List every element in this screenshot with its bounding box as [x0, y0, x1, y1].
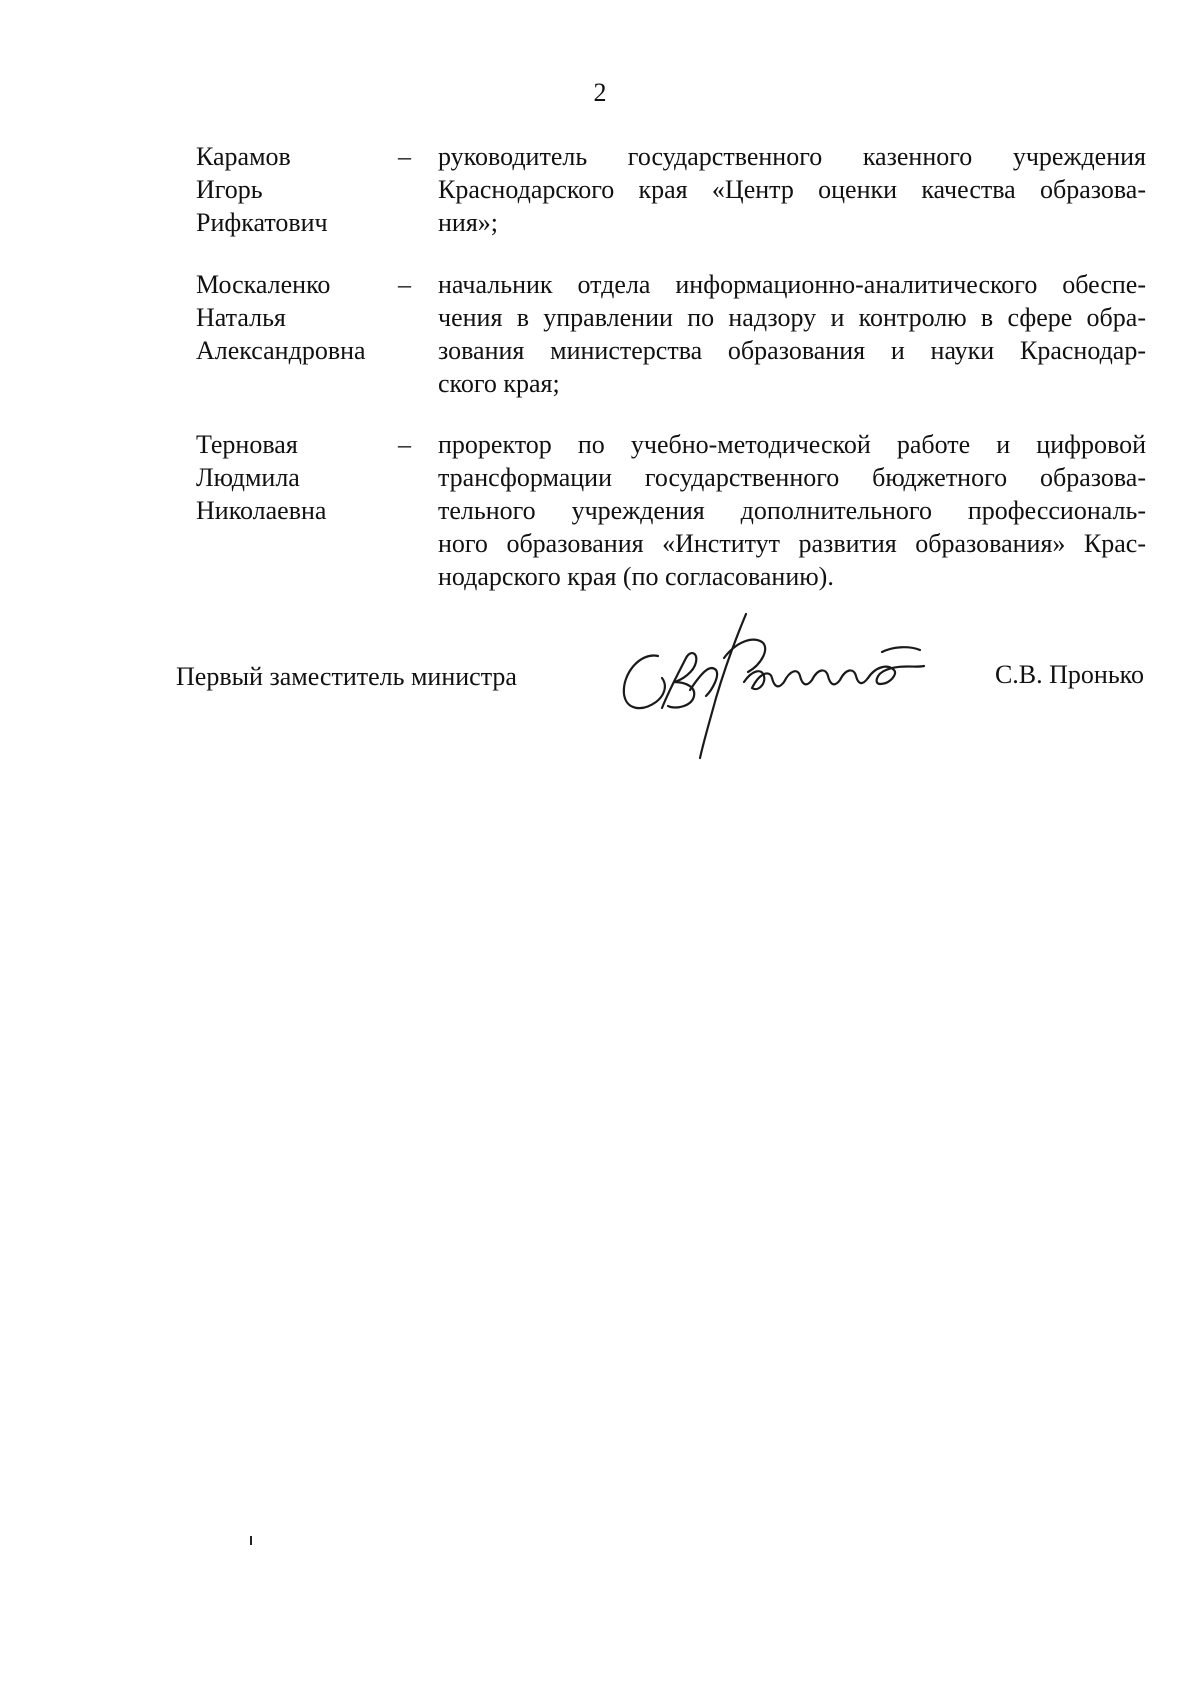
member-name	[196, 268, 406, 367]
handwritten-signature	[612, 612, 932, 762]
description-line: ского края;	[438, 369, 560, 398]
member-dash: –	[398, 430, 411, 459]
description-line: тельного учреждения дополнительного профессиональ-	[438, 496, 1146, 525]
member-surname: Терновая	[196, 430, 298, 459]
description-line: ния»;	[438, 208, 499, 237]
signature-block	[0, 650, 1200, 770]
description-line: проректор по учебно-методической работе и цифровой	[438, 430, 1146, 459]
member-description	[438, 428, 1146, 593]
description-line: начальник отдела информационно-аналитического обеспе-	[438, 270, 1146, 299]
page-number: 2	[593, 78, 607, 107]
member-patronymic: Александровна	[196, 336, 366, 365]
description-line: Краснодарского края «Центр оценки качества образова-	[438, 175, 1146, 204]
description-line: зования министерства образования и науки Краснодар-	[438, 336, 1146, 365]
signer-name: С.В. Пронько	[994, 660, 1144, 689]
member-patronymic: Николаевна	[196, 496, 327, 525]
member-first-name: Наталья	[196, 303, 286, 332]
member-surname: Карамов	[196, 142, 291, 171]
member-patronymic: Рифкатович	[196, 208, 328, 237]
member-name	[196, 428, 406, 527]
description-line: нодарского края (по согласованию).	[438, 562, 834, 591]
member-first-name: Людмила	[196, 463, 300, 492]
description-line: ного образования «Институт развития образования» Крас-	[438, 529, 1146, 558]
description-line: чения в управлении по надзору и контролю в сфере обра-	[438, 303, 1146, 332]
member-dash: –	[398, 142, 411, 171]
member-description	[438, 268, 1146, 400]
member-surname: Москаленко	[196, 270, 331, 299]
member-dash: –	[398, 270, 411, 299]
description-line: руководитель государственного казенного учреждения	[438, 142, 1146, 171]
scan-artifact-mark	[250, 1536, 252, 1545]
description-line: трансформации государственного бюджетного образова-	[438, 463, 1146, 492]
member-first-name: Игорь	[196, 175, 263, 204]
member-name	[196, 140, 406, 239]
signer-position: Первый заместитель министра	[176, 662, 517, 691]
member-description	[438, 140, 1146, 239]
